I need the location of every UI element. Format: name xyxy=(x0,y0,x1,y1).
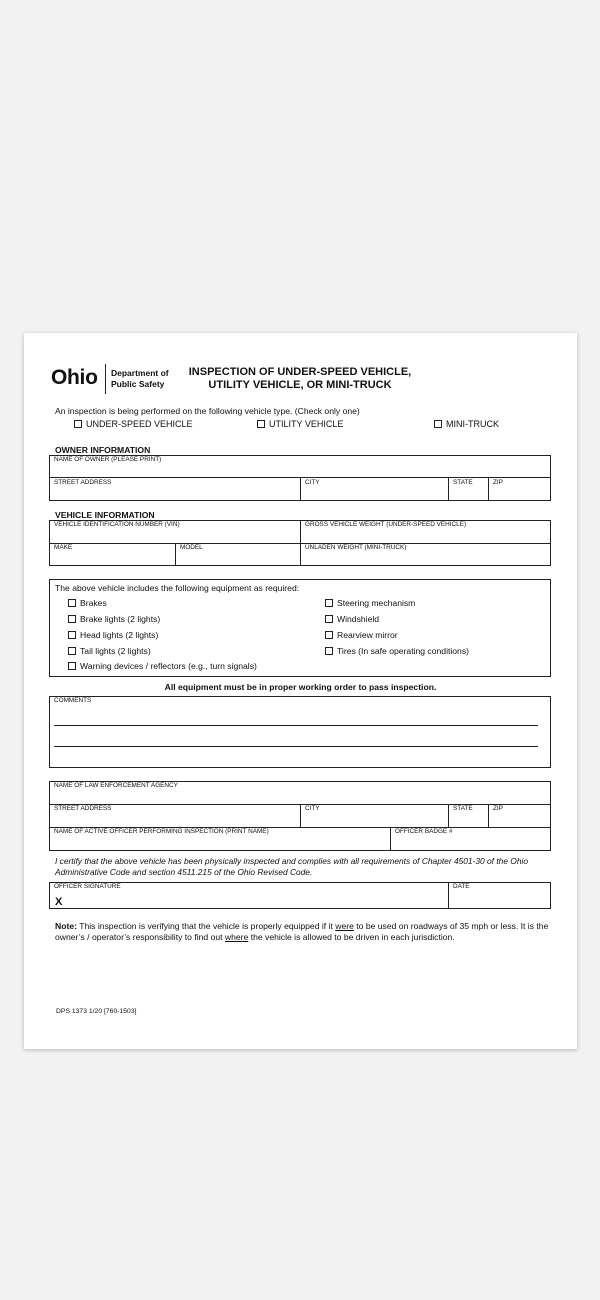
owner-state-field[interactable]: STATE xyxy=(453,479,473,486)
agency-zip-field[interactable]: ZIP xyxy=(493,805,503,812)
equip-label: Tail lights (2 lights) xyxy=(80,646,151,656)
checkbox[interactable] xyxy=(68,599,76,607)
option-label: UTILITY VEHICLE xyxy=(269,419,344,429)
agency-street-field[interactable]: STREET ADDRESS xyxy=(54,805,112,812)
owner-city-field[interactable]: CITY xyxy=(305,479,320,486)
equip-label: Tires (In safe operating conditions) xyxy=(337,646,469,656)
equip-label: Head lights (2 lights) xyxy=(80,630,159,640)
equip-windshield[interactable] xyxy=(325,614,379,624)
department-name xyxy=(111,368,169,389)
checkbox[interactable] xyxy=(434,420,442,428)
form-page xyxy=(24,333,577,1049)
vehicle-type-usv[interactable] xyxy=(74,419,193,429)
divider xyxy=(448,804,449,827)
logo-divider xyxy=(105,364,106,394)
vin-field[interactable]: VEHICLE IDENTIFICATION NUMBER (VIN) xyxy=(54,521,180,528)
make-field[interactable]: MAKE xyxy=(54,544,73,551)
title-line2: UTILITY VEHICLE, OR MINI-TRUCK xyxy=(208,379,392,391)
equip-brake-lights[interactable] xyxy=(68,614,160,624)
equipment-title: The above vehicle includes the following equipment as required: xyxy=(55,583,300,593)
equip-warning-devices[interactable] xyxy=(68,661,257,671)
comment-line xyxy=(54,746,538,747)
comments-label: COMMENTS xyxy=(54,697,92,704)
equip-label: Steering mechanism xyxy=(337,598,416,608)
option-label: UNDER-SPEED VEHICLE xyxy=(86,419,193,429)
checkbox[interactable] xyxy=(74,420,82,428)
divider xyxy=(488,804,489,827)
equip-head-lights[interactable] xyxy=(68,630,158,640)
note-part3: the vehicle is allowed to be driven in each jurisdiction. xyxy=(250,932,455,942)
note-text xyxy=(55,921,555,943)
model-field[interactable]: MODEL xyxy=(180,544,203,551)
equip-steering[interactable] xyxy=(325,598,415,608)
agency-name-field[interactable]: NAME OF LAW ENFORCEMENT AGENCY xyxy=(54,782,178,789)
note-word-where: where xyxy=(224,932,249,942)
vehicle-type-intro: An inspection is being performed on the following vehicle type. (Check only one) xyxy=(55,406,360,416)
equip-label: Warning devices / reflectors (e.g., turn signals) xyxy=(80,661,257,671)
equip-rearview-mirror[interactable] xyxy=(325,630,398,640)
gvw-field[interactable]: GROSS VEHICLE WEIGHT (UNDER-SPEED VEHICLE) xyxy=(305,521,467,528)
divider xyxy=(175,543,176,566)
checkbox[interactable] xyxy=(68,615,76,623)
ohio-logo: Ohio xyxy=(51,366,98,389)
divider xyxy=(300,477,301,501)
vehicle-type-utility[interactable] xyxy=(257,419,343,429)
checkbox[interactable] xyxy=(325,615,333,623)
checkbox[interactable] xyxy=(68,631,76,639)
officer-name-field[interactable]: NAME OF ACTIVE OFFICER PERFORMING INSPECTION (PRINT NAME) xyxy=(54,828,269,835)
divider xyxy=(300,804,301,827)
divider xyxy=(488,477,489,501)
comments-box[interactable] xyxy=(49,696,551,768)
note-part1: This inspection is verifying that the vehicle is properly equipped if it xyxy=(79,921,333,931)
owner-street-field[interactable]: STREET ADDRESS xyxy=(54,479,112,486)
checkbox[interactable] xyxy=(325,647,333,655)
signature-x-mark[interactable]: X xyxy=(55,896,63,908)
equip-label: Rearview mirror xyxy=(337,630,398,640)
divider xyxy=(390,827,391,851)
equip-brakes[interactable] xyxy=(68,598,107,608)
checkbox[interactable] xyxy=(325,599,333,607)
note-word-were: were xyxy=(335,921,354,931)
equip-tail-lights[interactable] xyxy=(68,646,151,656)
checkbox[interactable] xyxy=(325,631,333,639)
title-line1: INSPECTION OF UNDER-SPEED VEHICLE, xyxy=(188,366,412,378)
equip-label: Brakes xyxy=(80,598,107,608)
certification-text: I certify that the above vehicle has been physically inspected and complies with all requirements of Chapter 4501-30 of the Ohio Administrative Code and section 4511.215 of the Ohio Revised Code. xyxy=(55,856,528,877)
divider xyxy=(448,882,449,909)
option-label: MINI-TRUCK xyxy=(446,419,499,429)
agency-city-field[interactable]: CITY xyxy=(305,805,320,812)
form-title xyxy=(164,366,436,392)
equipment-requirement-note: All equipment must be in proper working order to pass inspection. xyxy=(164,682,437,692)
note-part2: to be used on roadways of 35 mph or less. It is the owner’s / operator’s responsibility to find out xyxy=(55,921,549,942)
note-prefix: Note: xyxy=(55,921,77,931)
equip-tires[interactable] xyxy=(325,646,469,656)
form-number: DPS 1373 1/20 [760-1503] xyxy=(56,1008,137,1015)
checkbox[interactable] xyxy=(68,662,76,670)
dept-line2: Public Safety xyxy=(111,378,165,389)
dept-line1: Department of xyxy=(111,368,169,378)
unladen-weight-field[interactable]: UNLADEN WEIGHT (MINI-TRUCK) xyxy=(305,544,407,551)
agency-state-field[interactable]: STATE xyxy=(453,805,473,812)
equip-label: Windshield xyxy=(337,614,380,624)
signature-box xyxy=(49,882,551,909)
equip-label: Brake lights (2 lights) xyxy=(80,614,161,624)
owner-name-field[interactable]: NAME OF OWNER (PLEASE PRINT) xyxy=(54,456,162,463)
checkbox[interactable] xyxy=(257,420,265,428)
vehicle-type-minitruck[interactable] xyxy=(434,419,499,429)
officer-badge-field[interactable]: OFFICER BADGE # xyxy=(395,828,453,835)
comment-line xyxy=(54,725,538,726)
divider xyxy=(448,477,449,501)
checkbox[interactable] xyxy=(68,647,76,655)
vehicle-section-title: VEHICLE INFORMATION xyxy=(55,510,155,520)
date-field[interactable]: DATE xyxy=(453,883,470,890)
owner-section-title: OWNER INFORMATION xyxy=(55,445,151,455)
signature-label: OFFICER SIGNATURE xyxy=(54,883,121,890)
owner-zip-field[interactable]: ZIP xyxy=(493,479,503,486)
divider xyxy=(300,520,301,566)
